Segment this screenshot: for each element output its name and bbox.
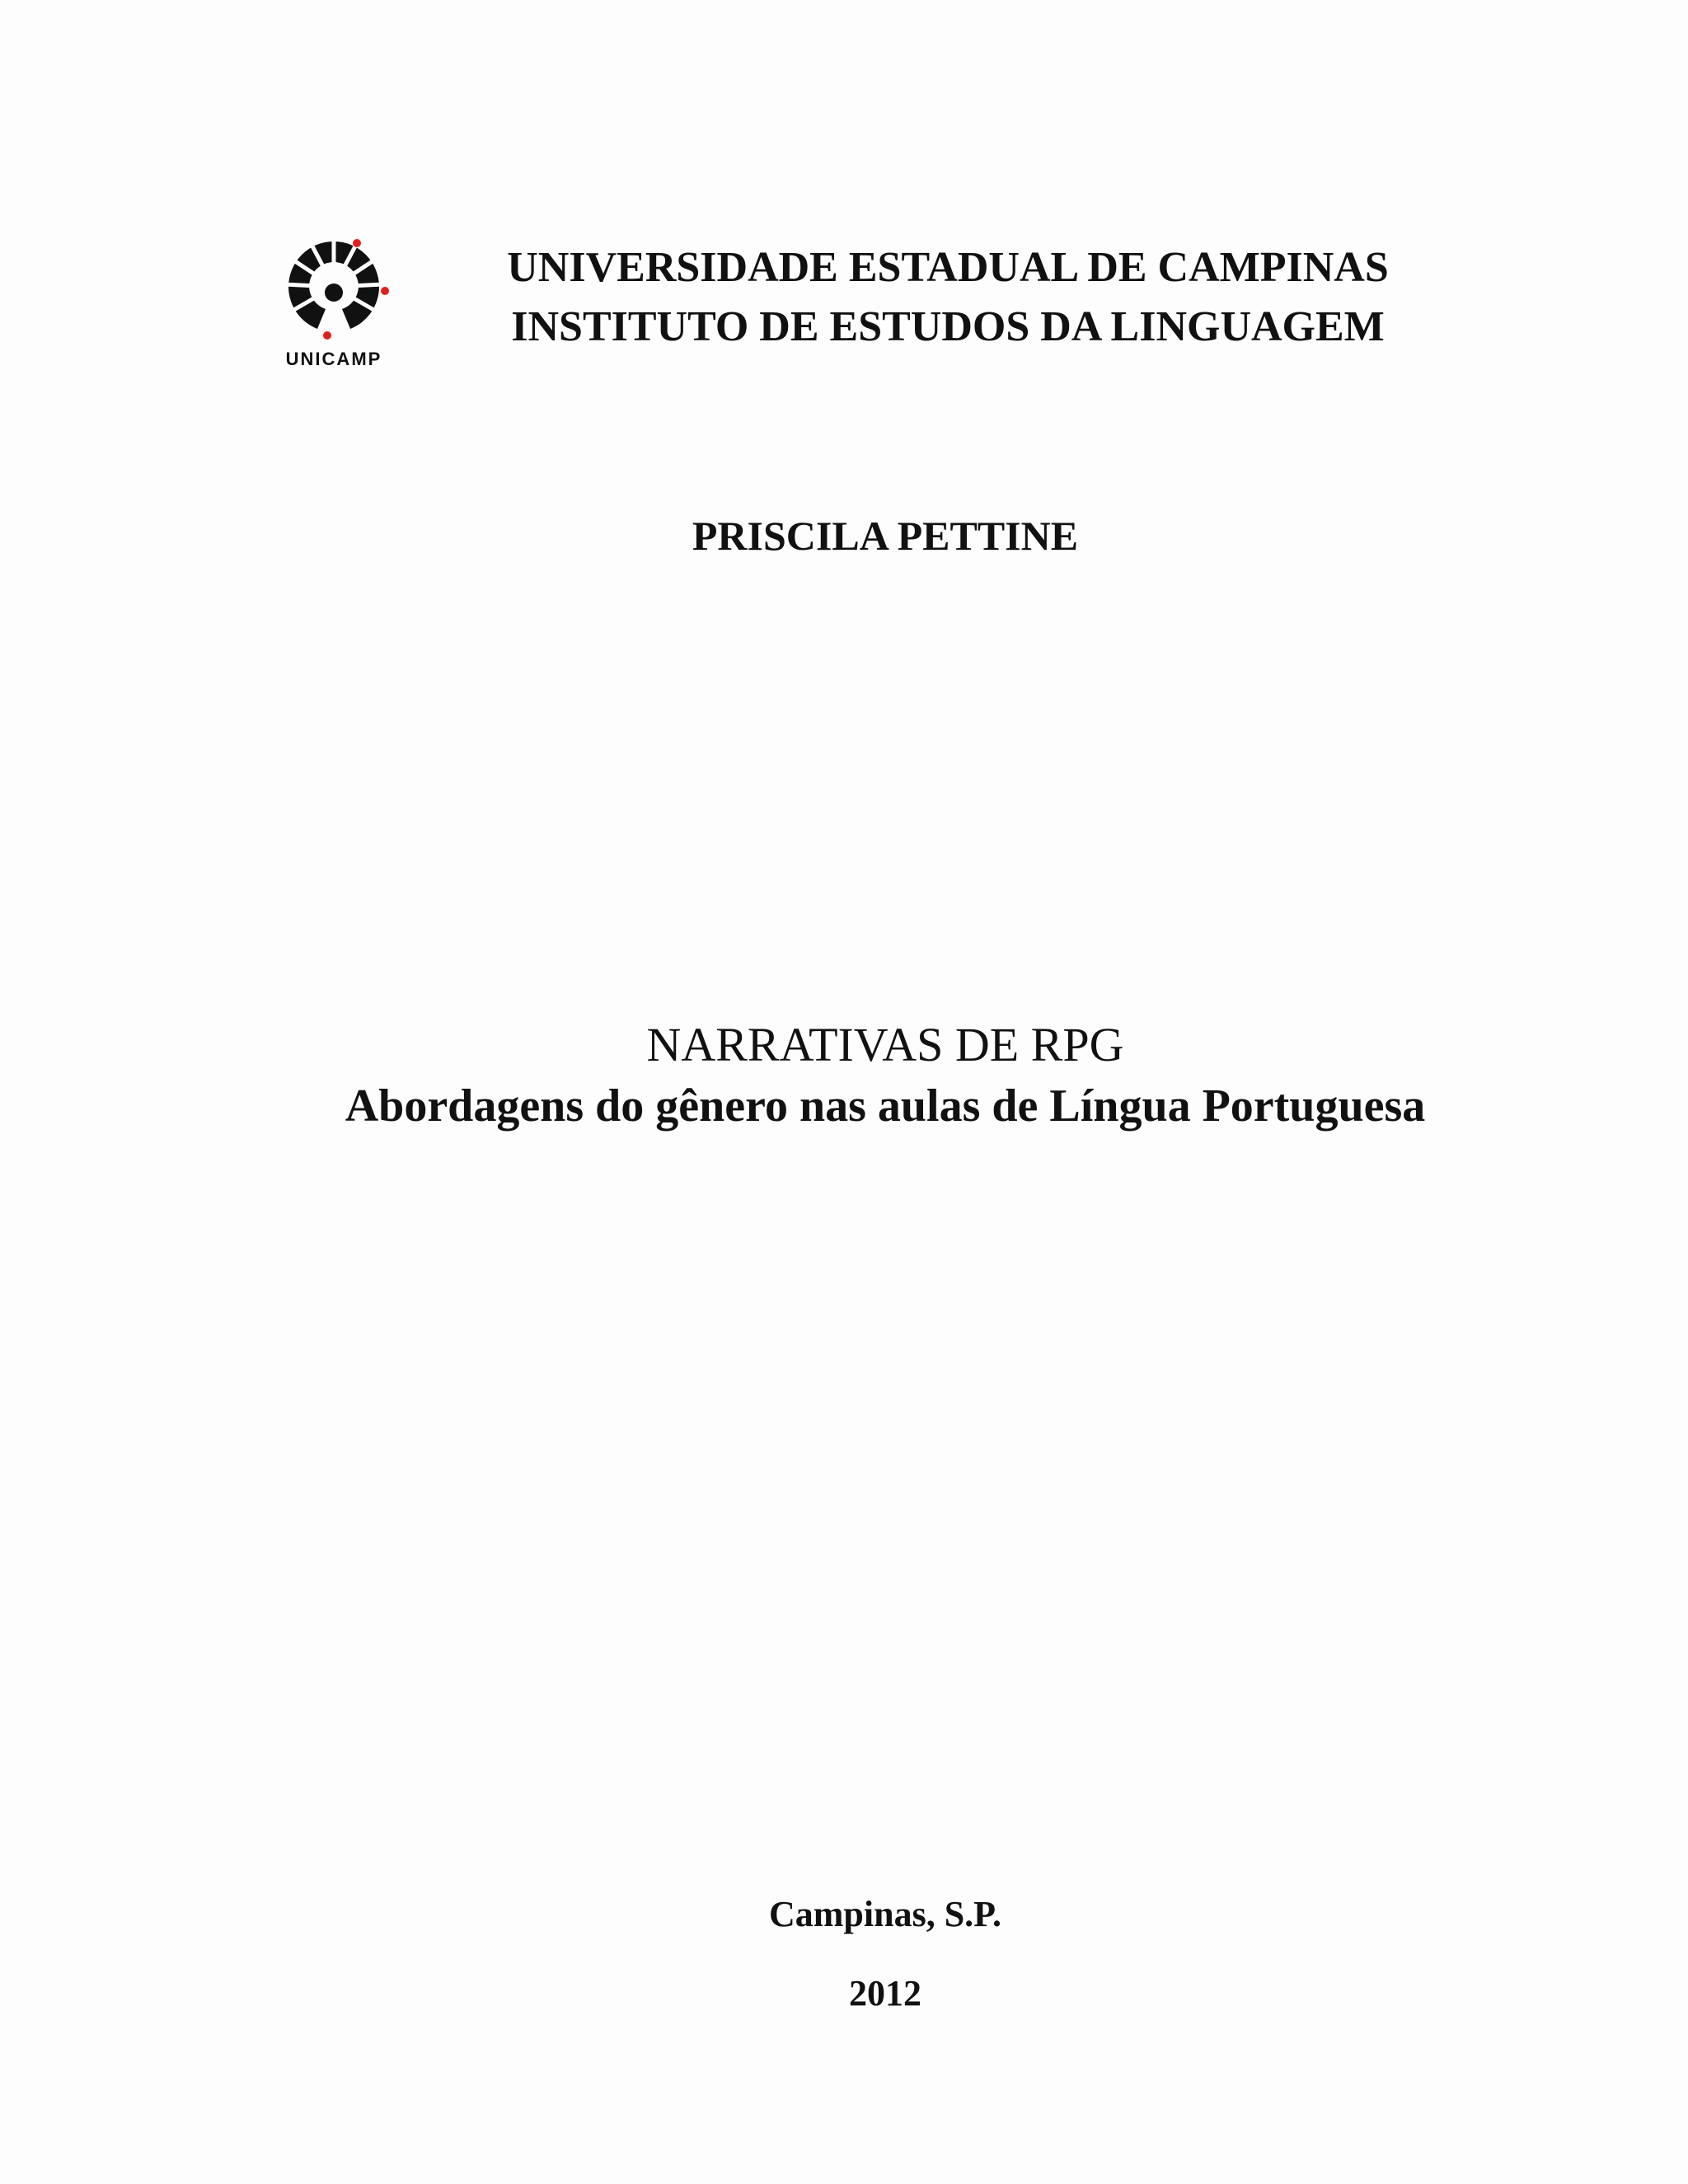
university-name: UNIVERSIDADE ESTADUAL DE CAMPINAS xyxy=(507,244,1389,291)
unicamp-logo-icon xyxy=(268,233,400,340)
document-subtitle: Abordagens do gênero nas aulas de Língua Portuguesa xyxy=(345,1080,1426,1132)
publication-year: 2012 xyxy=(849,1973,921,2013)
institute-name: INSTITUTO DE ESTUDOS DA LINGUAGEM xyxy=(511,303,1385,350)
publication-place: Campinas, S.P. xyxy=(768,1894,1002,1934)
document-title: NARRATIVAS DE RPG xyxy=(646,1018,1124,1071)
unicamp-logo xyxy=(268,233,400,373)
logo-text: UNICAMP xyxy=(285,349,382,369)
author-name: PRISCILA PETTINE xyxy=(692,513,1079,559)
